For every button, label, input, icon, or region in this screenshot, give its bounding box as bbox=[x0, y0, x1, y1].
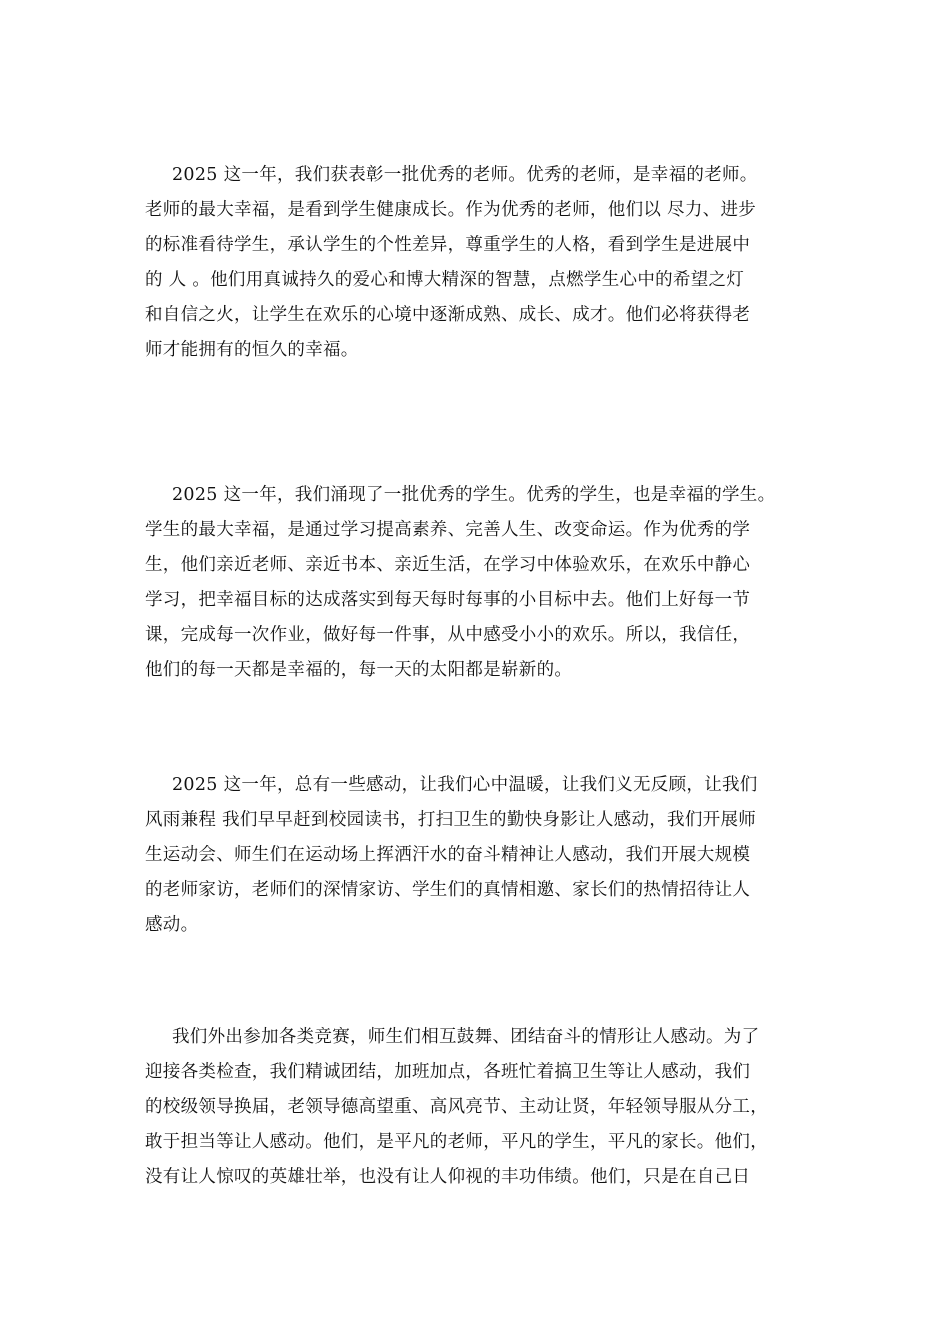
paragraph-line: 学生的最大幸福，是通过学习提高素养、完善人生、改变命运。作为优秀的学 bbox=[145, 520, 751, 540]
paragraph-line: 我们外出参加各类竞赛，师生们相互鼓舞、团结奋斗的情形让人感动。为了 bbox=[172, 1027, 760, 1047]
paragraph-line: 的 人 。他们用真诚持久的爱心和博大精深的智慧，点燃学生心中的希望之灯 bbox=[145, 270, 745, 290]
paragraph-line: 2025 这一年，我们涌现了一批优秀的学生。优秀的学生，也是幸福的学生。 bbox=[172, 485, 776, 505]
paragraph-line: 师才能拥有的恒久的幸福。 bbox=[145, 340, 359, 360]
paragraph-line: 的校级领导换届，老领导德高望重、高风亮节、主动让贤，年轻领导服从分工， bbox=[145, 1097, 768, 1117]
paragraph-line: 2025 这一年，我们获表彰一批优秀的老师。优秀的老师，是幸福的老师。 bbox=[172, 165, 758, 185]
paragraph-line: 2025 这一年，总有一些感动，让我们心中温暖，让我们义无反顾，让我们 bbox=[172, 775, 758, 795]
paragraph-teachers bbox=[145, 158, 810, 368]
paragraph-line: 生运动会、师生们在运动场上挥洒汗水的奋斗精神让人感动，我们开展大规模 bbox=[145, 845, 751, 865]
paragraph-moving-moments bbox=[145, 768, 810, 943]
paragraph-line: 敢于担当等让人感动。他们，是平凡的老师，平凡的学生，平凡的家长。他们， bbox=[145, 1132, 768, 1152]
paragraph-competitions bbox=[145, 1020, 810, 1195]
paragraph-line: 生，他们亲近老师、亲近书本、亲近生活，在学习中体验欢乐，在欢乐中静心 bbox=[145, 555, 751, 575]
paragraph-line: 老师的最大幸福，是看到学生健康成长。作为优秀的老师，他们以 尽力、进步 bbox=[145, 200, 757, 220]
paragraph-line: 的标准看待学生，承认学生的个性差异，尊重学生的人格，看到学生是进展中 bbox=[145, 235, 751, 255]
paragraph-line: 的老师家访，老师们的深情家访、学生们的真情相邀、家长们的热情招待让人 bbox=[145, 880, 751, 900]
paragraph-line: 没有让人惊叹的英雄壮举，也没有让人仰视的丰功伟绩。他们，只是在自己日 bbox=[145, 1167, 751, 1187]
paragraph-line: 课，完成每一次作业，做好每一件事，从中感受小小的欢乐。所以，我信任， bbox=[145, 625, 751, 645]
paragraph-line: 学习，把幸福目标的达成落实到每天每时每事的小目标中去。他们上好每一节 bbox=[145, 590, 751, 610]
paragraph-line: 风雨兼程 我们早早赶到校园读书，打扫卫生的勤快身影让人感动，我们开展师 bbox=[145, 810, 757, 830]
paragraph-students bbox=[145, 478, 810, 688]
paragraph-line: 迎接各类检查，我们精诚团结，加班加点，各班忙着搞卫生等让人感动，我们 bbox=[145, 1062, 751, 1082]
paragraph-line: 和自信之火，让学生在欢乐的心境中逐渐成熟、成长、成才。他们必将获得老 bbox=[145, 305, 751, 325]
paragraph-line: 感动。 bbox=[145, 915, 199, 935]
paragraph-line: 他们的每一天都是幸福的，每一天的太阳都是崭新的。 bbox=[145, 660, 573, 680]
